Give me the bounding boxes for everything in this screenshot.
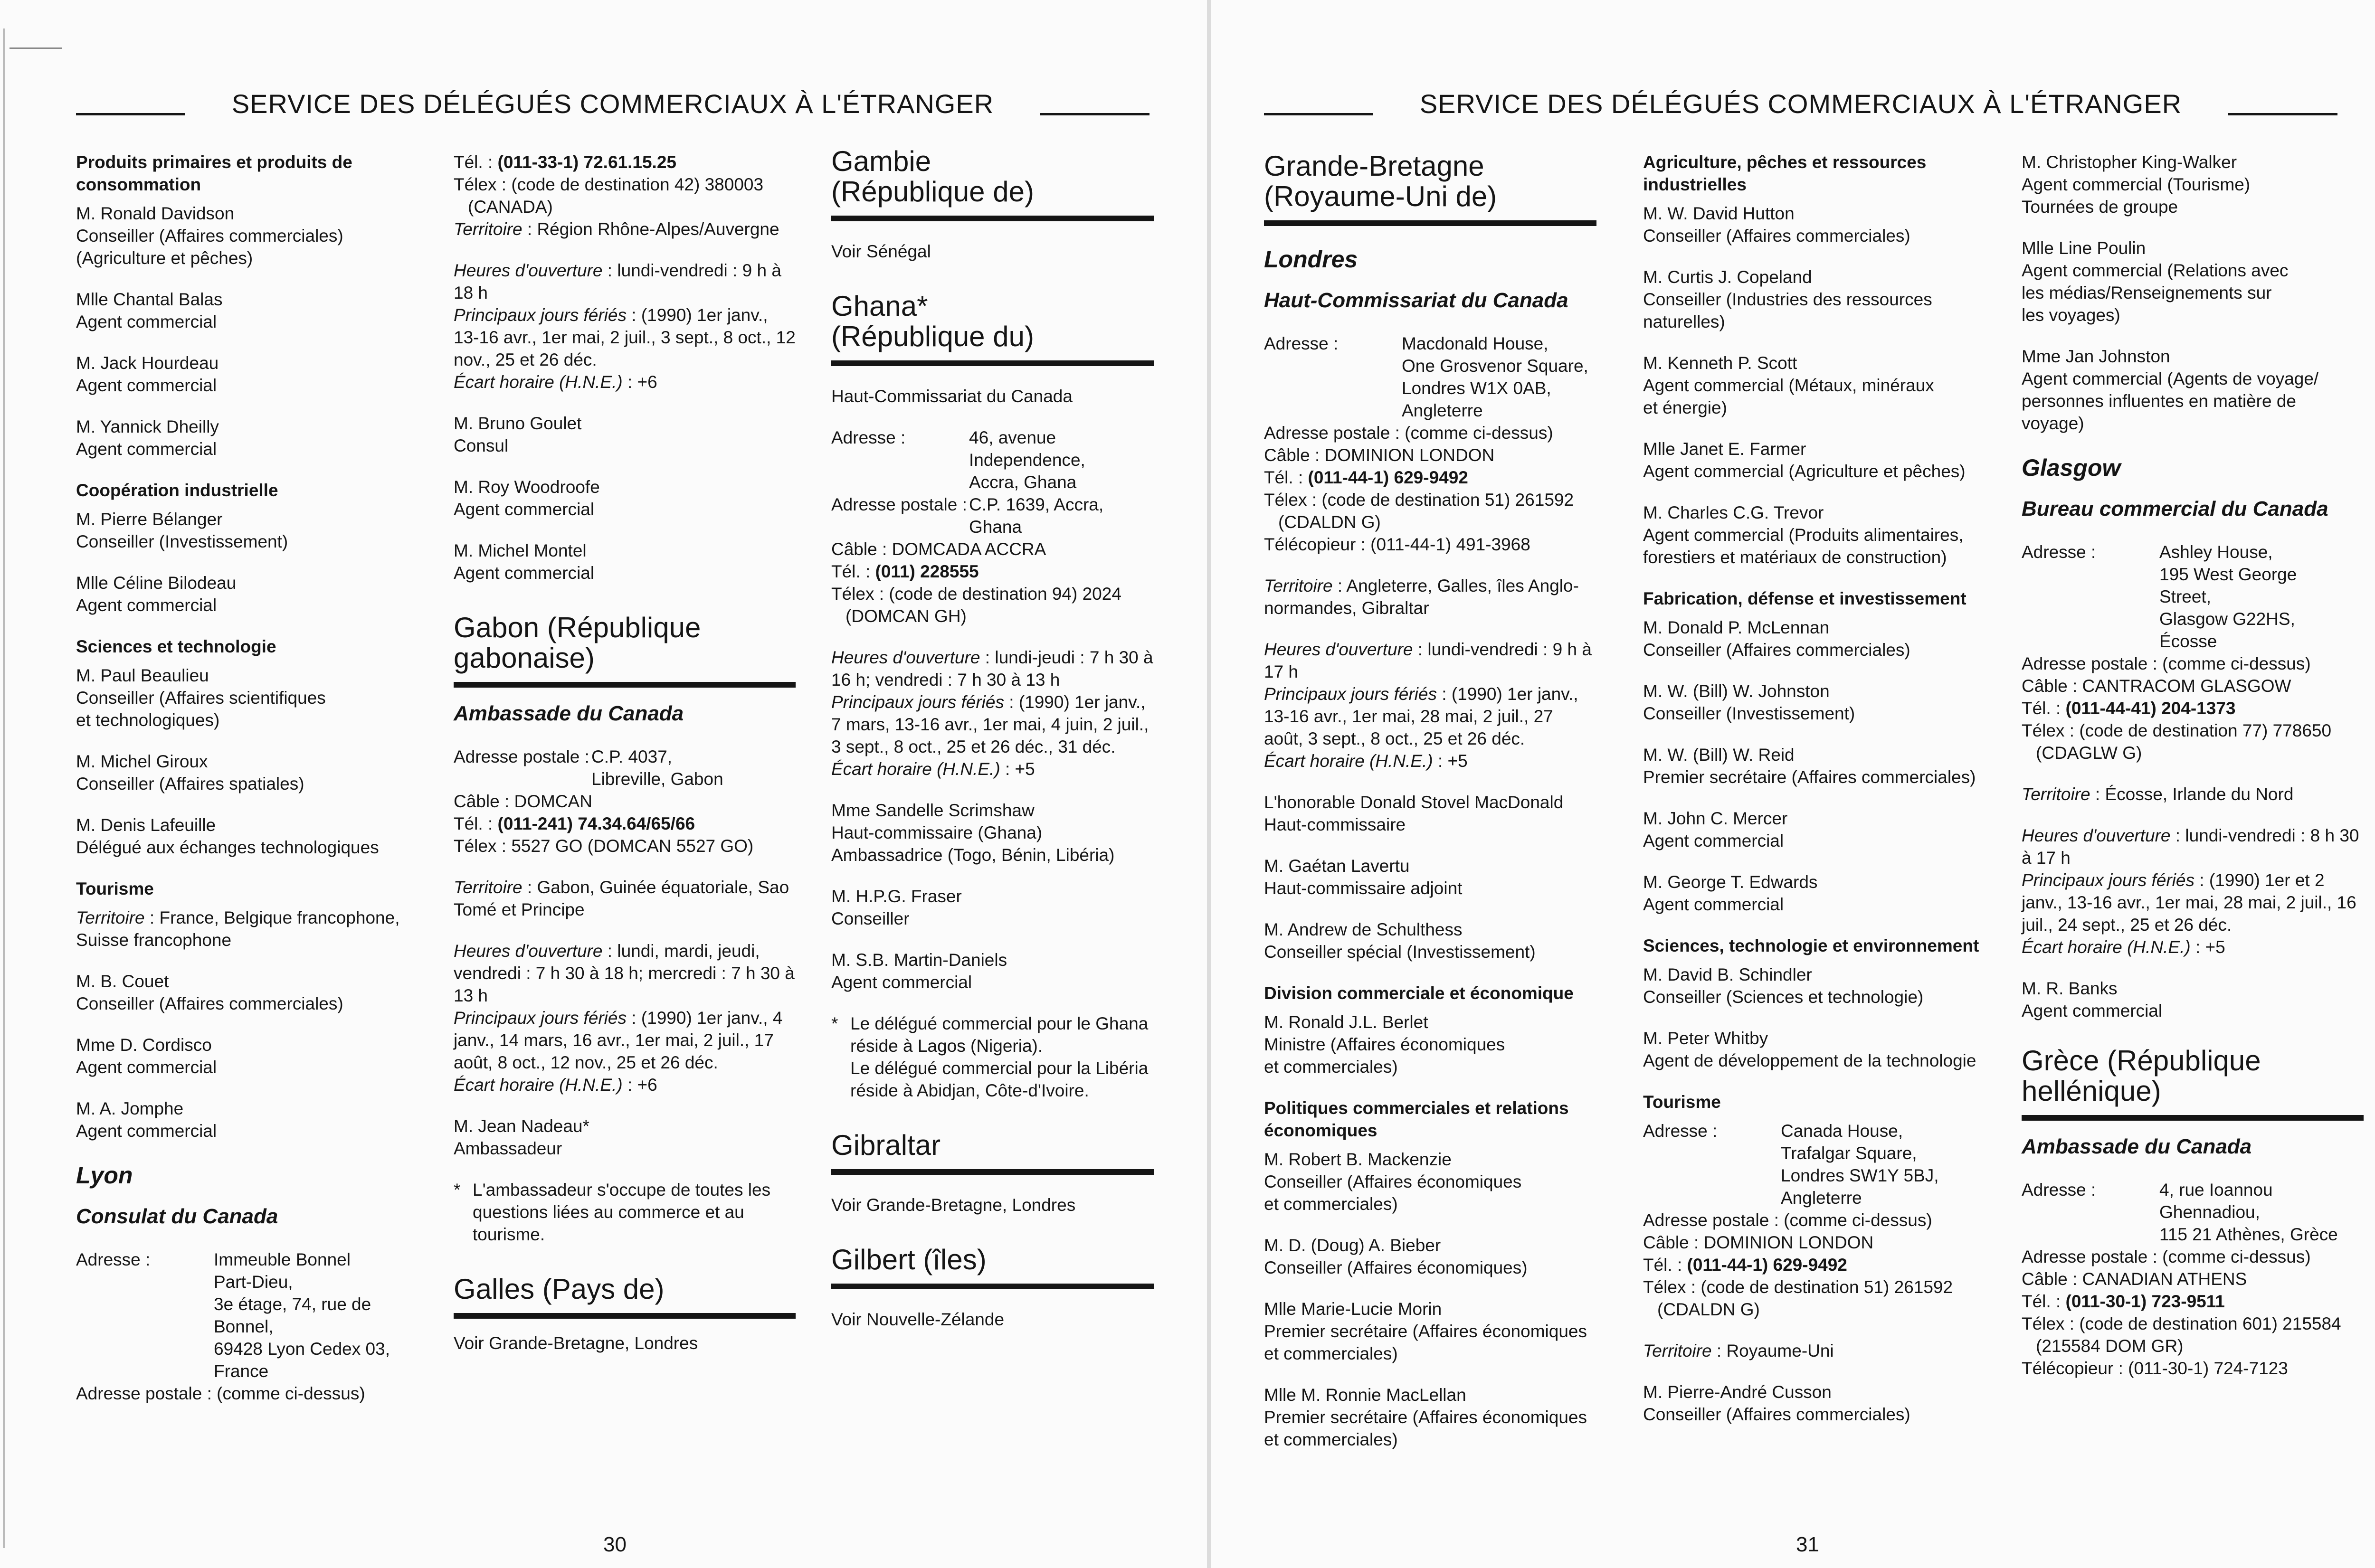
see-reference: Voir Grande-Bretagne, Londres [831,1195,1076,1215]
phone-line: Tél. : (011) 228555 [831,562,979,581]
right-column-3 [2022,151,2364,1379]
contact-entry: M. Michel Giroux Conseiller (Affaires spatiales) [76,752,304,793]
country-heading: Galles (Pays de) [454,1274,796,1319]
territory-line: Territoire : France, Belgique francophone, Suisse francophone [76,908,400,950]
see-reference: Voir Nouvelle-Zélande [831,1310,1005,1329]
country-heading: Grande-Bretagne (Royaume-Uni de) [1264,151,1596,226]
phone-line: Tél. : (011-44-1) 629-9492 [1264,468,1468,487]
left-column-2 [454,151,796,1373]
address-block: Adresse : Canada House, Trafalgar Square, Londres SW1Y 5BJ, Angleterre [1643,1121,1939,1208]
office-name: Haut-Commissariat du Canada [831,387,1073,406]
contact-entry: Mlle Chantal Balas Agent commercial [76,290,223,331]
contact-entry: M. Paul Beaulieu Conseiller (Affaires scientifiques et technologiques) [76,666,326,730]
contact-entry: Mlle Marie-Lucie Morin Premier secrétaire (Affaires économiques et commerciales) [1264,1299,1587,1363]
cable-line: Câble : CANADIAN ATHENS [2022,1269,2247,1289]
address-block: Adresse : Macdonald House, One Grosvenor Square, Londres W1X 0AB, Angleterre [1264,334,1588,420]
holidays-line: Principaux jours fériés : (1990) 1er janv., 13-16 avr., 1er mai, 2 juil., 3 sept., 8 oct., 12 nov., 25 et 26 déc. [454,305,796,369]
cable-line: Câble : CANTRACOM GLASGOW [2022,676,2291,696]
left-column-3 [831,145,1154,1350]
holidays-line: Principaux jours fériés : (1990) 1er janv., 13-16 avr., 1er mai, 28 mai, 2 juil., 27 août, 3 sept., 8 oct., 25 et 26 déc. [1264,684,1578,748]
hours-line: Heures d'ouverture : lundi, mardi, jeudi, vendredi : 7 h 30 à 18 h; mercredi : 7 h 30 à 13 h [454,941,795,1005]
page-number: 30 [603,1533,627,1556]
right-column-2 [1643,151,1985,1445]
office-heading: Haut-Commissariat du Canada [1264,289,1568,312]
page-right [1207,0,2375,1568]
contact-entry: M. Bruno Goulet Consul [454,414,582,455]
phone-line: Tél. : (011-30-1) 723-9511 [2022,1292,2225,1311]
see-reference: Voir Grande-Bretagne, Londres [454,1333,698,1353]
header-rule-right [2228,113,2337,115]
country-heading: Gilbert (îles) [831,1245,1154,1289]
section-heading: Sciences et technologie [76,637,276,656]
contact-entry: M. R. Banks Agent commercial [2022,979,2163,1020]
hours-line: Heures d'ouverture : lundi-jeudi : 7 h 30 à 16 h; vendredi : 7 h 30 à 13 h [831,648,1153,690]
contact-entry: M. Gaétan Lavertu Haut-commissaire adjoint [1264,856,1463,898]
footnote: * L'ambassadeur s'occupe de toutes les questions liées au commerce et au tourisme. [454,1180,771,1244]
phone-line: Tél. : (011-44-41) 204-1373 [2022,699,2236,718]
office-heading: Consulat du Canada [76,1205,278,1228]
header-rule-right [1040,113,1150,115]
contact-entry: M. S.B. Martin-Daniels Agent commercial [831,950,1007,992]
section-heading: Fabrication, défense et investissement [1643,589,1966,608]
phone-line: Tél. : (011-241) 74.34.64/65/66 [454,814,695,833]
postal-address-block: Adresse postale : C.P. 4037, Libreville, Gabon [454,747,723,789]
cable-line: Câble : DOMCAN [454,792,592,811]
section-heading: Politiques commerciales et relations économiques [1264,1098,1569,1140]
phone-line: Tél. : (011-33-1) 72.61.15.25 [454,152,676,172]
telex-line: Télex : (code de destination 94) 2024 (DOMCAN GH) [831,584,1121,626]
scan-mark [10,47,62,49]
fax-line: Télécopieur : (011-30-1) 724-7123 [2022,1359,2288,1378]
timezone-line: Écart horaire (H.N.E.) : +6 [454,372,657,392]
country-heading: Ghana* (République du) [831,291,1154,366]
contact-entry: M. Curtis J. Copeland Conseiller (Industries des ressources naturelles) [1643,267,1932,331]
contact-entry: Mlle M. Ronnie MacLellan Premier secrétaire (Affaires économiques et commerciales) [1264,1385,1587,1449]
holidays-line: Principaux jours fériés : (1990) 1er janv., 4 janv., 14 mars, 16 avr., 1er mai, 2 juil., 17 août, 8 oct., 12 nov., 25 et 26 déc. [454,1008,783,1072]
section-heading: Tourisme [1643,1092,1721,1112]
territory-line: Territoire : Angleterre, Galles, îles Anglo-normandes, Gibraltar [1264,576,1579,618]
section-heading: Produits primaires et produits de consommation [76,152,352,194]
hours-line: Heures d'ouverture : lundi-vendredi : 9 h à 18 h [454,261,781,302]
contact-entry: Mme D. Cordisco Agent commercial [76,1035,217,1077]
country-heading: Gambie (République de) [831,146,1154,221]
telex-line: Télex : (code de destination 51) 261592 (CDALDN G) [1264,490,1574,532]
cable-line: Câble : DOMINION LONDON [1643,1233,1874,1252]
contact-entry: M. H.P.G. Fraser Conseiller [831,887,962,928]
contact-entry: M. W. (Bill) W. Johnston Conseiller (Investissement) [1643,681,1855,723]
contact-entry: M. Denis Lafeuille Délégué aux échanges technologiques [76,815,379,857]
section-heading: Division commerciale et économique [1264,983,1574,1003]
left-column-1 [76,151,418,1405]
contact-entry: M. Robert B. Mackenzie Conseiller (Affaires économiques et commerciales) [1264,1150,1522,1214]
territory-line: Territoire : Écosse, Irlande du Nord [2022,784,2294,804]
contact-entry: M. Yannick Dheilly Agent commercial [76,417,219,459]
footnote: * Le délégué commercial pour le Ghana réside à Lagos (Nigeria). Le délégué commercial pour la Libéria réside à Abidjan, Côte-d'Ivoire. [831,1014,1149,1100]
hours-line: Heures d'ouverture : lundi-vendredi : 9 h à 17 h [1264,640,1592,681]
see-reference: Voir Sénégal [831,242,931,261]
contact-entry: M. Jean Nadeau* Ambassadeur [454,1116,589,1158]
contact-entry: M. Ronald Davidson Conseiller (Affaires commerciales) (Agriculture et pêches) [76,204,343,268]
contact-entry: Mme Sandelle Scrimshaw Haut-commissaire (Ghana) Ambassadrice (Togo, Bénin, Libéria) [831,801,1115,865]
contact-entry: M. Andrew de Schulthess Conseiller spécial (Investissement) [1264,920,1536,962]
telex-line: Télex : 5527 GO (DOMCAN 5527 GO) [454,836,754,856]
contact-entry: M. Ronald J.L. Berlet Ministre (Affaires économiques et commerciales) [1264,1012,1505,1077]
section-heading: Tourisme [76,879,154,898]
country-heading: Grèce (République hellénique) [2022,1046,2364,1121]
contact-entry: M. Pierre-André Cusson Conseiller (Affaires commerciales) [1643,1382,1910,1424]
contact-entry: Mme Jan Johnston Agent commercial (Agents de voyage/ personnes influentes en matière de voyage) [2022,347,2319,433]
address-block: Adresse : Ashley House, 195 West George Street, Glasgow G22HS, Écosse [2022,542,2297,651]
address-block: Adresse : 4, rue Ioannou Ghennadiou, 115 21 Athènes, Grèce [2022,1180,2338,1244]
section-heading: Coopération industrielle [76,481,278,500]
hours-line: Heures d'ouverture : lundi-vendredi : 8 h 30 à 17 h [2022,826,2359,868]
telex-line: Télex : (code de destination 77) 778650 (CDAGLW G) [2022,721,2332,763]
fax-line: Télécopieur : (011-44-1) 491-3968 [1264,535,1530,554]
header-rule-left [1264,113,1373,115]
holidays-line: Principaux jours fériés : (1990) 1er et 2 janv., 13-16 avr., 1er mai, 28 mai, 2 juil., 16 juil., 24 sept., 25 et 26 déc. [2022,870,2356,935]
contact-entry: M. Charles C.G. Trevor Agent commercial (Produits alimentaires, forestiers et matériaux de construction) [1643,503,1964,567]
page-number: 31 [1796,1533,1819,1556]
contact-entry: M. A. Jomphe Agent commercial [76,1099,217,1141]
contact-entry: M. Michel Montel Agent commercial [454,541,595,583]
city-heading: Glasgow [2022,454,2121,481]
scan-edge [3,28,5,1548]
contact-entry: Mlle Céline Bilodeau Agent commercial [76,573,237,615]
country-heading: Gibraltar [831,1130,1154,1175]
postal-address: Adresse postale : (comme ci-dessus) [2022,654,2311,673]
contact-entry: M. Peter Whitby Agent de développement de la technologie [1643,1029,1976,1070]
postal-address: Adresse postale : (comme ci-dessus) [1643,1210,1932,1230]
section-heading: Agriculture, pêches et ressources industrielles [1643,152,1927,194]
country-heading: Gabon (République gabonaise) [454,613,796,688]
contact-entry: M. Christopher King-Walker Agent commercial (Tourisme) Tournées de groupe [2022,152,2251,217]
contact-entry: M. Jack Hourdeau Agent commercial [76,353,219,395]
timezone-line: Écart horaire (H.N.E.) : +5 [1264,751,1468,771]
contact-entry: Mlle Line Poulin Agent commercial (Relations avec les médias/Renseignements sur les voyages) [2022,238,2289,325]
right-column-1 [1264,151,1596,1470]
contact-entry: M. Donald P. McLennan Conseiller (Affaires commerciales) [1643,618,1910,660]
territory-line: Territoire : Royaume-Uni [1643,1341,1834,1360]
contact-entry: M. Roy Woodroofe Agent commercial [454,477,600,519]
office-heading: Bureau commercial du Canada [2022,497,2328,520]
address-block: Adresse : Immeuble Bonnel Part-Dieu, 3e étage, 74, rue de Bonnel, 69428 Lyon Cedex 03, France [76,1250,390,1381]
timezone-line: Écart horaire (H.N.E.) : +5 [831,759,1035,779]
postal-address: Adresse postale : (comme ci-dessus) [76,1384,365,1403]
cable-line: Câble : DOMINION LONDON [1264,445,1495,465]
contact-entry: L'honorable Donald Stovel MacDonald Haut-commissaire [1264,793,1564,834]
contact-entry: M. David B. Schindler Conseiller (Sciences et technologie) [1643,965,1924,1007]
contact-entry: M. W. (Bill) W. Reid Premier secrétaire (Affaires commerciales) [1643,745,1976,787]
section-heading: Sciences, technologie et environnement [1643,936,1979,955]
running-header [76,85,1150,123]
header-title: SERVICE DES DÉLÉGUÉS COMMERCIAUX À L'ÉTRANGER [231,89,994,119]
territory-line: Territoire : Gabon, Guinée équatoriale, Sao Tomé et Principe [454,878,789,919]
running-header [1264,85,2337,123]
telex-line: Télex : (code de destination 42) 380003 (CANADA) [454,175,764,217]
postal-address: Adresse postale : (comme ci-dessus) [2022,1247,2311,1266]
header-rule-left [76,113,185,115]
phone-line: Tél. : (011-44-1) 629-9492 [1643,1255,1847,1275]
contact-entry: M. D. (Doug) A. Bieber Conseiller (Affaires économiques) [1264,1236,1528,1277]
header-title: SERVICE DES DÉLÉGUÉS COMMERCIAUX À L'ÉTRANGER [1419,89,2182,119]
postal-address-block: Adresse postale : C.P. 1639, Accra, Ghana [831,495,1104,537]
contact-entry: M. George T. Edwards Agent commercial [1643,872,1818,914]
office-heading: Ambassade du Canada [454,702,684,725]
address-block: Adresse : 46, avenue Independence, Accra, Ghana [831,428,1085,492]
territory-line: Territoire : Région Rhône-Alpes/Auvergne [454,219,779,239]
holidays-line: Principaux jours fériés : (1990) 1er janv., 7 mars, 13-16 avr., 1er mai, 4 juin, 2 juil., 3 sept., 8 oct., 25 et 26 déc., 31 déc. [831,692,1149,756]
cable-line: Câble : DOMCADA ACCRA [831,539,1046,559]
contact-entry: M. W. David Hutton Conseiller (Affaires commerciales) [1643,204,1910,246]
telex-line: Télex : (code de destination 51) 261592 (CDALDN G) [1643,1277,1953,1319]
city-heading: Lyon [76,1162,133,1189]
contact-entry: Mlle Janet E. Farmer Agent commercial (Agriculture et pêches) [1643,439,1966,481]
contact-entry: M. B. Couet Conseiller (Affaires commerciales) [76,972,343,1013]
contact-entry: M. Pierre Bélanger Conseiller (Investissement) [76,510,288,551]
contact-entry: M. Kenneth P. Scott Agent commercial (Métaux, minéraux et énergie) [1643,353,1934,417]
timezone-line: Écart horaire (H.N.E.) : +6 [454,1075,657,1095]
postal-address: Adresse postale : (comme ci-dessus) [1264,423,1553,443]
city-heading: Londres [1264,246,1358,273]
timezone-line: Écart horaire (H.N.E.) : +5 [2022,937,2225,957]
telex-line: Télex : (code de destination 601) 215584 (215584 DOM GR) [2022,1314,2341,1356]
contact-entry: M. John C. Mercer Agent commercial [1643,809,1788,850]
office-heading: Ambassade du Canada [2022,1135,2252,1158]
